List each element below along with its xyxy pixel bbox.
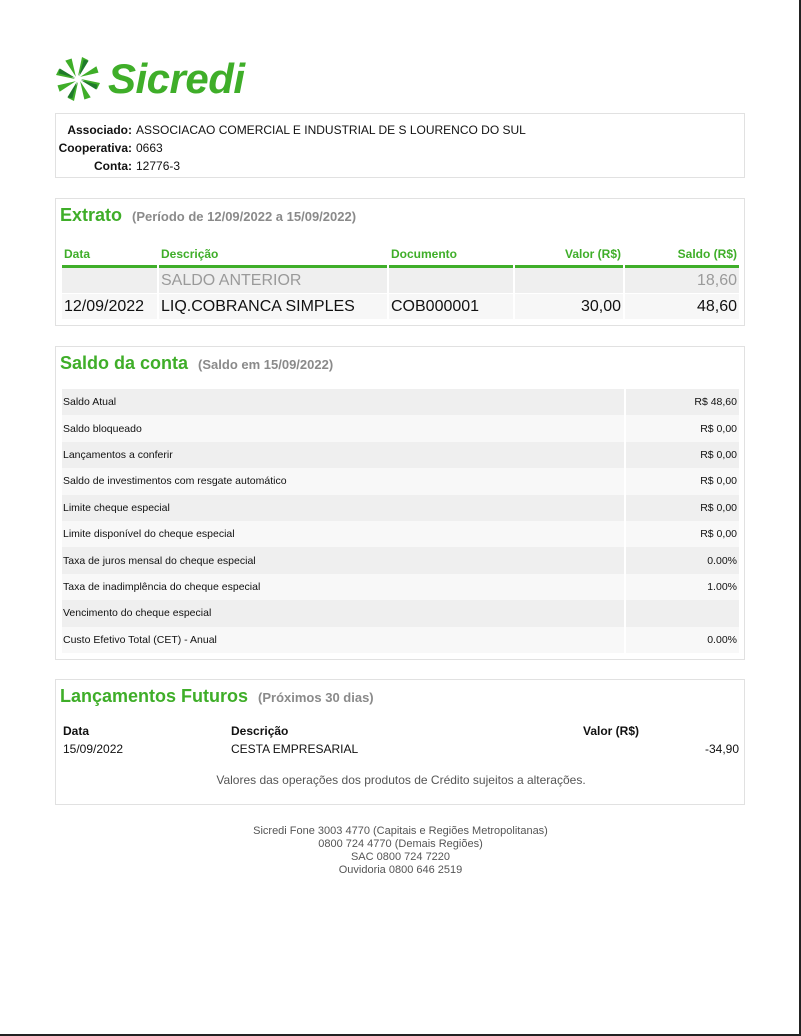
saldo-value: R$ 0,00 <box>626 521 739 547</box>
column-header: Descrição <box>231 724 289 738</box>
table-cell: LIQ.COBRANCA SIMPLES <box>159 294 387 319</box>
saldo-label: Taxa de inadimplência do cheque especial <box>62 574 624 600</box>
table-cell: CESTA EMPRESARIAL <box>231 742 359 756</box>
footer-line: SAC 0800 724 7220 <box>350 851 451 863</box>
saldo-list <box>62 389 739 653</box>
info-label: Conta: <box>94 159 132 173</box>
saldo-panel <box>55 346 745 660</box>
table-cell: 18,60 <box>625 268 739 293</box>
saldo-value: R$ 0,00 <box>626 495 739 521</box>
info-value: ASSOCIACAO COMERCIAL E INDUSTRIAL DE S LOURENCO DO SUL <box>136 123 526 137</box>
table-row <box>62 294 739 319</box>
column-header: Valor (R$) <box>583 724 640 738</box>
sicredi-pinwheel-icon <box>54 55 102 103</box>
info-label: Associado: <box>67 123 132 137</box>
table-row <box>62 268 739 293</box>
section-title: Lançamentos Futuros <box>60 686 249 706</box>
list-item <box>62 389 739 415</box>
list-item <box>62 627 739 653</box>
saldo-value: R$ 0,00 <box>626 468 739 494</box>
saldo-label: Saldo bloqueado <box>62 415 624 441</box>
saldo-label: Taxa de juros mensal do cheque especial <box>62 547 624 573</box>
saldo-heading <box>56 353 744 374</box>
saldo-value: 0.00% <box>626 547 739 573</box>
credit-disclaimer: Valores das operações dos produtos de Crédito sujeitos a alterações. <box>216 773 586 787</box>
saldo-label: Saldo Atual <box>62 389 624 415</box>
contact-footer <box>0 825 801 877</box>
brand-name: Sicredi <box>108 55 245 102</box>
table-cell: 30,00 <box>515 294 623 319</box>
table-cell: -34,90 <box>704 742 739 756</box>
saldo-label: Limite disponível do cheque especial <box>62 521 624 547</box>
list-item <box>62 547 739 573</box>
section-title: Extrato <box>60 205 123 225</box>
saldo-value <box>626 600 739 626</box>
extrato-panel <box>55 198 745 326</box>
saldo-value: R$ 0,00 <box>626 442 739 468</box>
saldo-value: R$ 0,00 <box>626 415 739 441</box>
column-header: Data <box>62 245 157 268</box>
extrato-table-header <box>62 245 739 268</box>
section-subtitle: (Saldo em 15/09/2022) <box>198 357 334 372</box>
info-value: 12776-3 <box>136 159 181 173</box>
column-header: Documento <box>389 245 513 268</box>
column-header: Saldo (R$) <box>625 245 739 268</box>
section-subtitle: (Próximos 30 dias) <box>258 690 374 705</box>
extrato-heading <box>56 205 744 226</box>
footer-line: Ouvidoria 0800 646 2519 <box>338 864 463 876</box>
info-row-conta <box>56 157 744 175</box>
saldo-label: Custo Efetivo Total (CET) - Anual <box>62 627 624 653</box>
column-header: Valor (R$) <box>515 245 623 268</box>
saldo-label: Vencimento do cheque especial <box>62 600 624 626</box>
list-item <box>62 521 739 547</box>
list-item <box>62 442 739 468</box>
table-cell: SALDO ANTERIOR <box>159 268 387 293</box>
footer-line: Sicredi Fone 3003 4770 (Capitais e Regiões Metropolitanas) <box>253 825 548 837</box>
list-item <box>62 495 739 521</box>
account-info-panel <box>55 113 745 178</box>
table-cell: 48,60 <box>625 294 739 319</box>
table-cell: COB000001 <box>389 294 513 319</box>
futuros-heading <box>56 686 744 707</box>
sicredi-logo <box>54 55 245 103</box>
table-cell: 15/09/2022 <box>63 742 124 756</box>
futuros-panel <box>55 679 745 805</box>
info-row-associado <box>56 121 744 139</box>
list-item <box>62 468 739 494</box>
table-cell: 12/09/2022 <box>62 294 157 319</box>
column-header: Descrição <box>159 245 387 268</box>
section-subtitle: (Período de 12/09/2022 a 15/09/2022) <box>132 209 357 224</box>
info-label: Cooperativa: <box>58 141 132 155</box>
list-item <box>62 574 739 600</box>
saldo-value: 1.00% <box>626 574 739 600</box>
saldo-value: R$ 48,60 <box>626 389 739 415</box>
saldo-label: Limite cheque especial <box>62 495 624 521</box>
list-item <box>62 415 739 441</box>
table-cell <box>389 268 513 293</box>
table-cell <box>515 268 623 293</box>
column-header: Data <box>63 724 90 738</box>
table-cell <box>62 268 157 293</box>
section-title: Saldo da conta <box>60 353 189 373</box>
saldo-label: Saldo de investimentos com resgate automático <box>62 468 624 494</box>
list-item <box>62 600 739 626</box>
footer-line: 0800 724 4770 (Demais Regiões) <box>318 838 483 850</box>
saldo-label: Lançamentos a conferir <box>62 442 624 468</box>
info-value: 0663 <box>136 141 163 155</box>
saldo-value: 0.00% <box>626 627 739 653</box>
info-row-cooperativa <box>56 139 744 157</box>
